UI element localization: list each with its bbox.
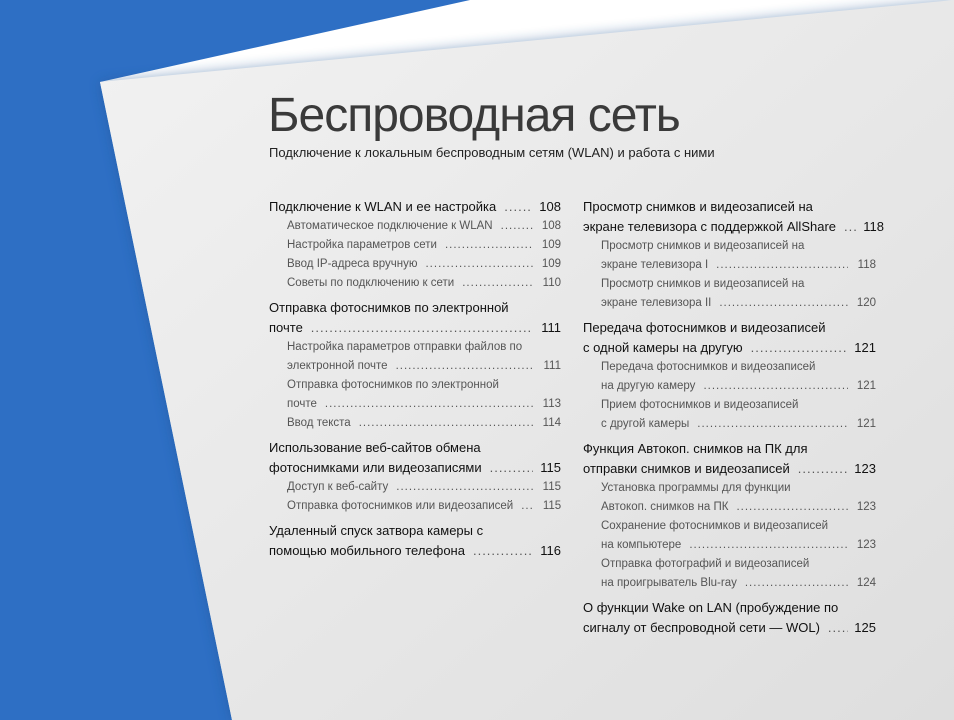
toc-page-number: 109 [541,239,561,251]
toc-entry[interactable] [583,358,876,396]
toc-entry[interactable] [583,197,885,237]
toc-entry-title: Использование веб-сайтов обмена [269,440,481,455]
dot-leader [501,217,533,236]
toc-entry-title: на компьютере [601,539,682,551]
toc-page-number: 111 [541,320,561,335]
toc-page-number: 123 [854,461,876,476]
toc-entry-title: почте [287,398,317,410]
toc-page-number: 115 [542,500,562,512]
dot-leader [689,536,848,555]
toc-entry[interactable] [269,521,561,561]
dot-leader [521,497,533,516]
toc-page-number: 116 [540,543,561,558]
dot-leader [751,338,848,358]
dot-leader [844,217,856,237]
toc-entry[interactable] [269,438,561,478]
toc-entry-title: электронной почте [287,360,388,372]
toc-entry-title: с одной камеры на другую [583,340,743,355]
toc-entry-title: Удаленный спуск затвора камеры с [269,523,484,538]
toc-page-number: 121 [856,418,876,430]
toc-entry-title: Передача фотоснимков и видеозаписей [583,320,826,335]
dot-leader [325,395,533,414]
dot-leader [745,574,848,593]
toc-page-number: 111 [543,360,561,372]
toc-entry[interactable] [269,197,561,217]
toc-page-number: 121 [854,340,876,355]
toc-entry-title: Советы по подключению к сети [287,277,455,289]
toc-entry-title: Функция Автокоп. снимков на ПК для [583,441,808,456]
toc-entry[interactable] [583,237,876,275]
toc-entry[interactable] [269,478,561,497]
dot-leader [445,236,533,255]
dot-leader [736,498,848,517]
toc-entry-title: Сохранение фотоснимков и видеозаписей [601,520,829,532]
dot-leader [703,377,848,396]
toc-page-number: 125 [854,620,876,635]
toc-entry[interactable] [269,376,561,414]
toc-left-column [269,197,561,561]
toc-page-number: 115 [542,481,561,493]
toc-page-number: 109 [541,258,561,270]
toc-entry[interactable] [583,479,876,517]
toc-entry-title: экране телевизора I [601,259,709,271]
page-subtitle: Подключение к локальным беспроводным сетям (WLAN) и работа с ними [269,145,715,160]
toc-entry-title: Просмотр снимков и видеозаписей на [583,199,813,214]
toc-entry-title: на проигрыватель Blu-ray [601,577,737,589]
toc-entry[interactable] [583,275,876,313]
toc-page-number: 113 [542,398,561,410]
dot-leader [473,541,533,561]
toc-entry-title: Отправка фотоснимков по электронной [287,379,499,391]
toc-entry[interactable] [269,497,561,516]
dot-leader [828,618,848,638]
toc-entry-title: Доступ к веб-сайту [287,481,389,493]
toc-entry[interactable] [269,217,561,236]
toc-page-number: 108 [541,220,561,232]
dot-leader [798,459,848,479]
dot-leader [396,478,533,497]
toc-entry-title: на другую камеру [601,380,696,392]
toc-entry[interactable] [269,414,561,433]
toc-entry-title: О функции Wake on LAN (пробуждение по [583,600,839,615]
page-title: Беспроводная сеть [268,89,680,142]
toc-page-number: 118 [857,259,876,271]
toc-entry-title: фотоснимками или видеозаписями [269,460,482,475]
toc-page-number: 118 [863,219,885,234]
toc-page-number: 120 [856,297,876,309]
toc-entry[interactable] [269,298,561,338]
toc-entry-title: Отправка фотоснимков или видеозаписей [287,500,514,512]
toc-entry-title: Автоматическое подключение к WLAN [287,220,493,232]
dot-leader [504,197,533,217]
toc-entry-title: сигналу от беспроводной сети — WOL) [583,620,820,635]
toc-entry-title: Подключение к WLAN и ее настройка [269,199,497,214]
toc-entry-title: Отправка фотоснимков по электронной [269,300,509,315]
toc-entry[interactable] [583,396,876,434]
toc-entry[interactable] [269,338,561,376]
toc-entry-title: помощью мобильного телефона [269,543,465,558]
toc-entry-title: Просмотр снимков и видеозаписей на [601,240,805,252]
toc-entry[interactable] [583,517,876,555]
toc-entry-title: экране телевизора с поддержкой AllShare [583,219,837,234]
toc-entry-title: Ввод текста [287,417,351,429]
dot-leader [359,414,533,433]
toc-page-number: 123 [856,539,876,551]
dot-leader [716,256,848,275]
dot-leader [425,255,533,274]
toc-entry[interactable] [583,318,876,358]
dot-leader [490,458,533,478]
toc-entry-title: Установка программы для функции [601,482,791,494]
toc-entry-title: Прием фотоснимков и видеозаписей [601,399,799,411]
toc-entry[interactable] [269,274,561,293]
toc-entry-title: Ввод IP-адреса вручную [287,258,418,270]
toc-page-number: 121 [856,380,876,392]
toc-entry-title: Настройка параметров сети [287,239,437,251]
toc-entry-title: экране телевизора II [601,297,712,309]
toc-entry[interactable] [583,598,876,638]
toc-page-number: 110 [542,277,561,289]
dot-leader [396,357,533,376]
dot-leader [697,415,848,434]
dot-leader [311,318,533,338]
toc-entry[interactable] [269,255,561,274]
toc-entry-title: Просмотр снимков и видеозаписей на [601,278,805,290]
toc-entry[interactable] [583,555,876,593]
toc-entry[interactable] [269,236,561,255]
dot-leader [462,274,533,293]
toc-entry[interactable] [583,439,876,479]
toc-entry-title: Настройка параметров отправки файлов по [287,341,523,353]
toc-page-number: 115 [540,460,561,475]
toc-page-number: 124 [856,577,876,589]
toc-right-column [583,197,885,638]
dot-leader [719,294,848,313]
toc-entry-title: отправки снимков и видеозаписей [583,461,790,476]
toc-page-number: 123 [856,501,876,513]
toc-entry-title: Отправка фотографий и видеозаписей [601,558,810,570]
toc-page-number: 114 [542,417,561,429]
toc-page-number: 108 [539,199,561,214]
toc-entry-title: Автокоп. снимков на ПК [601,501,729,513]
toc-entry-title: почте [269,320,303,335]
toc-entry-title: с другой камеры [601,418,690,430]
toc-entry-title: Передача фотоснимков и видеозаписей [601,361,816,373]
